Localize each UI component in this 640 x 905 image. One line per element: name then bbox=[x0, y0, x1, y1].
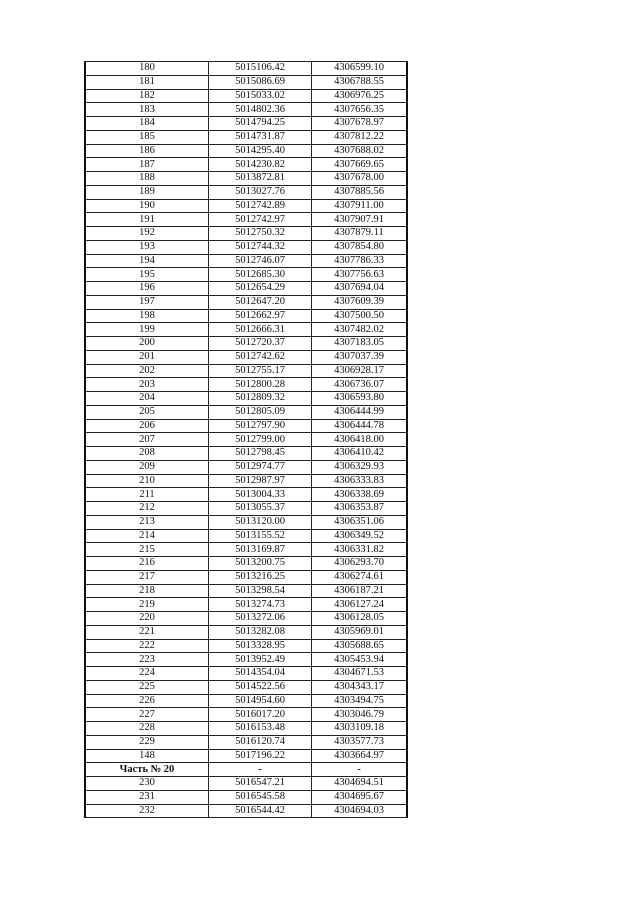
table-row bbox=[85, 598, 407, 612]
point-number-cell: 204 bbox=[85, 392, 209, 406]
point-number-cell: 212 bbox=[85, 502, 209, 516]
table-row bbox=[85, 735, 407, 749]
x-coordinate-cell: 5013155.52 bbox=[209, 529, 312, 543]
table-row bbox=[85, 103, 407, 117]
x-coordinate-cell: 5012805.09 bbox=[209, 405, 312, 419]
table-row bbox=[85, 639, 407, 653]
x-coordinate-cell: 5013120.00 bbox=[209, 515, 312, 529]
x-coordinate-cell: 5012742.62 bbox=[209, 350, 312, 364]
table-row bbox=[85, 447, 407, 461]
point-number-cell: 203 bbox=[85, 378, 209, 392]
x-coordinate-cell: 5013272.06 bbox=[209, 612, 312, 626]
y-coordinate-cell: 4306788.55 bbox=[312, 75, 408, 89]
point-number-cell: 230 bbox=[85, 777, 209, 791]
table-row bbox=[85, 584, 407, 598]
x-coordinate-cell: 5013004.33 bbox=[209, 488, 312, 502]
x-coordinate-cell: 5013055.37 bbox=[209, 502, 312, 516]
x-coordinate-cell: 5013952.49 bbox=[209, 653, 312, 667]
point-number-cell: 226 bbox=[85, 694, 209, 708]
y-coordinate-cell: 4307609.39 bbox=[312, 295, 408, 309]
y-coordinate-cell: 4304694.51 bbox=[312, 777, 408, 791]
x-coordinate-cell: 5012798.45 bbox=[209, 447, 312, 461]
y-coordinate-cell: 4307854.80 bbox=[312, 240, 408, 254]
x-coordinate-cell: 5012974.77 bbox=[209, 460, 312, 474]
y-coordinate-cell: 4307911.00 bbox=[312, 199, 408, 213]
point-number-cell: 231 bbox=[85, 790, 209, 804]
point-number-cell: 197 bbox=[85, 295, 209, 309]
x-coordinate-cell: 5012755.17 bbox=[209, 364, 312, 378]
y-coordinate-cell: 4307500.50 bbox=[312, 309, 408, 323]
x-coordinate-cell: 5012746.07 bbox=[209, 254, 312, 268]
point-number-cell: 184 bbox=[85, 117, 209, 131]
y-coordinate-cell: 4306976.25 bbox=[312, 89, 408, 103]
point-number-cell: 186 bbox=[85, 144, 209, 158]
point-number-cell: 192 bbox=[85, 227, 209, 241]
y-coordinate-cell: 4307037.39 bbox=[312, 350, 408, 364]
x-coordinate-cell: 5012662.97 bbox=[209, 309, 312, 323]
y-coordinate-cell: 4305453.94 bbox=[312, 653, 408, 667]
point-number-cell: 191 bbox=[85, 213, 209, 227]
table-row bbox=[85, 612, 407, 626]
y-coordinate-cell: 4306329.93 bbox=[312, 460, 408, 474]
y-coordinate-cell: 4306293.70 bbox=[312, 557, 408, 571]
table-row bbox=[85, 213, 407, 227]
y-coordinate-cell: 4306333.83 bbox=[312, 474, 408, 488]
point-number-cell: 206 bbox=[85, 419, 209, 433]
x-coordinate-cell: 5017196.22 bbox=[209, 749, 312, 763]
point-number-cell: 214 bbox=[85, 529, 209, 543]
table-row bbox=[85, 185, 407, 199]
table-row bbox=[85, 557, 407, 571]
point-number-cell: 221 bbox=[85, 625, 209, 639]
y-coordinate-cell: 4307885.56 bbox=[312, 185, 408, 199]
point-number-cell: 218 bbox=[85, 584, 209, 598]
point-number-cell: 195 bbox=[85, 268, 209, 282]
point-number-cell: 209 bbox=[85, 460, 209, 474]
x-coordinate-cell: 5014802.36 bbox=[209, 103, 312, 117]
table-row bbox=[85, 515, 407, 529]
table-row bbox=[85, 323, 407, 337]
x-coordinate-cell: 5012797.90 bbox=[209, 419, 312, 433]
point-number-cell: 182 bbox=[85, 89, 209, 103]
x-coordinate-cell: 5012742.97 bbox=[209, 213, 312, 227]
point-number-cell: 148 bbox=[85, 749, 209, 763]
point-number-cell: 229 bbox=[85, 735, 209, 749]
x-coordinate-cell: 5013872.81 bbox=[209, 172, 312, 186]
x-coordinate-cell: 5016547.21 bbox=[209, 777, 312, 791]
point-number-cell: 213 bbox=[85, 515, 209, 529]
x-coordinate-cell: 5013200.75 bbox=[209, 557, 312, 571]
y-coordinate-cell: 4306599.10 bbox=[312, 62, 408, 76]
point-number-cell: 183 bbox=[85, 103, 209, 117]
y-coordinate-cell: 4307656.35 bbox=[312, 103, 408, 117]
x-coordinate-cell: 5012809.32 bbox=[209, 392, 312, 406]
point-number-cell: 223 bbox=[85, 653, 209, 667]
x-coordinate-cell: 5014295.40 bbox=[209, 144, 312, 158]
point-number-cell: 193 bbox=[85, 240, 209, 254]
y-coordinate-cell: 4307678.00 bbox=[312, 172, 408, 186]
x-coordinate-cell: 5013328.95 bbox=[209, 639, 312, 653]
table-row bbox=[85, 75, 407, 89]
table-row bbox=[85, 680, 407, 694]
point-number-cell: 227 bbox=[85, 708, 209, 722]
table-row bbox=[85, 722, 407, 736]
point-number-cell: 202 bbox=[85, 364, 209, 378]
y-coordinate-cell: 4307678.97 bbox=[312, 117, 408, 131]
y-coordinate-cell: 4306353.87 bbox=[312, 502, 408, 516]
y-coordinate-cell: 4307812.22 bbox=[312, 130, 408, 144]
y-coordinate-cell: 4304695.67 bbox=[312, 790, 408, 804]
y-coordinate-cell: 4303577.73 bbox=[312, 735, 408, 749]
table-row bbox=[85, 378, 407, 392]
table-row bbox=[85, 89, 407, 103]
table-row bbox=[85, 172, 407, 186]
point-number-cell: 222 bbox=[85, 639, 209, 653]
y-coordinate-cell: 4306187.21 bbox=[312, 584, 408, 598]
table-row bbox=[85, 350, 407, 364]
y-coordinate-cell: 4303664.97 bbox=[312, 749, 408, 763]
point-number-cell: 198 bbox=[85, 309, 209, 323]
y-coordinate-cell: 4306127.24 bbox=[312, 598, 408, 612]
y-coordinate-cell: 4306349.52 bbox=[312, 529, 408, 543]
table-row bbox=[85, 488, 407, 502]
x-coordinate-cell: 5012666.31 bbox=[209, 323, 312, 337]
point-number-cell: 189 bbox=[85, 185, 209, 199]
y-coordinate-cell: 4306331.82 bbox=[312, 543, 408, 557]
y-coordinate-cell: 4306418.00 bbox=[312, 433, 408, 447]
point-number-cell: 181 bbox=[85, 75, 209, 89]
y-coordinate-cell: 4305688.65 bbox=[312, 639, 408, 653]
point-number-cell: Часть № 20 bbox=[85, 763, 209, 777]
point-number-cell: 194 bbox=[85, 254, 209, 268]
y-coordinate-cell: 4306274.61 bbox=[312, 570, 408, 584]
table-row bbox=[85, 199, 407, 213]
point-number-cell: 180 bbox=[85, 62, 209, 76]
y-coordinate-cell: 4307756.63 bbox=[312, 268, 408, 282]
point-number-cell: 219 bbox=[85, 598, 209, 612]
y-coordinate-cell: 4306928.17 bbox=[312, 364, 408, 378]
table-row bbox=[85, 282, 407, 296]
table-row bbox=[85, 749, 407, 763]
y-coordinate-cell: 4306593.80 bbox=[312, 392, 408, 406]
table-row bbox=[85, 460, 407, 474]
point-number-cell: 224 bbox=[85, 667, 209, 681]
point-number-cell: 216 bbox=[85, 557, 209, 571]
y-coordinate-cell: 4303046.79 bbox=[312, 708, 408, 722]
table-row bbox=[85, 337, 407, 351]
point-number-cell: 187 bbox=[85, 158, 209, 172]
table-row bbox=[85, 117, 407, 131]
table-row bbox=[85, 694, 407, 708]
table-row bbox=[85, 708, 407, 722]
x-coordinate-cell: 5015033.02 bbox=[209, 89, 312, 103]
y-coordinate-cell: 4306338.69 bbox=[312, 488, 408, 502]
x-coordinate-cell: 5012647.20 bbox=[209, 295, 312, 309]
y-coordinate-cell: 4307879.11 bbox=[312, 227, 408, 241]
x-coordinate-cell: 5014522.56 bbox=[209, 680, 312, 694]
x-coordinate-cell: 5012800.28 bbox=[209, 378, 312, 392]
y-coordinate-cell: - bbox=[312, 763, 408, 777]
y-coordinate-cell: 4306444.78 bbox=[312, 419, 408, 433]
y-coordinate-cell: 4305969.01 bbox=[312, 625, 408, 639]
x-coordinate-cell: 5016544.42 bbox=[209, 804, 312, 818]
y-coordinate-cell: 4303494.75 bbox=[312, 694, 408, 708]
point-number-cell: 200 bbox=[85, 337, 209, 351]
x-coordinate-cell: 5013169.87 bbox=[209, 543, 312, 557]
x-coordinate-cell: 5014230.82 bbox=[209, 158, 312, 172]
y-coordinate-cell: 4303109.18 bbox=[312, 722, 408, 736]
x-coordinate-cell: 5012654.29 bbox=[209, 282, 312, 296]
point-number-cell: 190 bbox=[85, 199, 209, 213]
point-number-cell: 185 bbox=[85, 130, 209, 144]
table-row bbox=[85, 625, 407, 639]
table-row bbox=[85, 392, 407, 406]
point-number-cell: 228 bbox=[85, 722, 209, 736]
point-number-cell: 220 bbox=[85, 612, 209, 626]
table-row bbox=[85, 419, 407, 433]
point-number-cell: 215 bbox=[85, 543, 209, 557]
y-coordinate-cell: 4306128.05 bbox=[312, 612, 408, 626]
x-coordinate-cell: 5013298.54 bbox=[209, 584, 312, 598]
x-coordinate-cell: - bbox=[209, 763, 312, 777]
table-row bbox=[85, 543, 407, 557]
table-row bbox=[85, 777, 407, 791]
x-coordinate-cell: 5012742.89 bbox=[209, 199, 312, 213]
y-coordinate-cell: 4307694.04 bbox=[312, 282, 408, 296]
x-coordinate-cell: 5014354.04 bbox=[209, 667, 312, 681]
point-number-cell: 211 bbox=[85, 488, 209, 502]
table-row bbox=[85, 804, 407, 818]
point-number-cell: 207 bbox=[85, 433, 209, 447]
y-coordinate-cell: 4307669.65 bbox=[312, 158, 408, 172]
x-coordinate-cell: 5016153.48 bbox=[209, 722, 312, 736]
x-coordinate-cell: 5013216.25 bbox=[209, 570, 312, 584]
y-coordinate-cell: 4306351.06 bbox=[312, 515, 408, 529]
x-coordinate-cell: 5012720.37 bbox=[209, 337, 312, 351]
table-row bbox=[85, 502, 407, 516]
y-coordinate-cell: 4307907.91 bbox=[312, 213, 408, 227]
point-number-cell: 201 bbox=[85, 350, 209, 364]
x-coordinate-cell: 5013274.73 bbox=[209, 598, 312, 612]
x-coordinate-cell: 5012685.30 bbox=[209, 268, 312, 282]
x-coordinate-cell: 5016017.20 bbox=[209, 708, 312, 722]
y-coordinate-cell: 4307786.33 bbox=[312, 254, 408, 268]
part-header-row bbox=[85, 763, 407, 777]
table-row bbox=[85, 667, 407, 681]
table-row bbox=[85, 570, 407, 584]
y-coordinate-cell: 4306410.42 bbox=[312, 447, 408, 461]
x-coordinate-cell: 5013027.76 bbox=[209, 185, 312, 199]
x-coordinate-cell: 5016120.74 bbox=[209, 735, 312, 749]
point-number-cell: 232 bbox=[85, 804, 209, 818]
y-coordinate-cell: 4304694.03 bbox=[312, 804, 408, 818]
table-row bbox=[85, 295, 407, 309]
table-row bbox=[85, 364, 407, 378]
y-coordinate-cell: 4307183.05 bbox=[312, 337, 408, 351]
point-number-cell: 225 bbox=[85, 680, 209, 694]
point-number-cell: 188 bbox=[85, 172, 209, 186]
coordinates-table-body bbox=[85, 62, 407, 818]
table-row bbox=[85, 405, 407, 419]
x-coordinate-cell: 5014794.25 bbox=[209, 117, 312, 131]
table-row bbox=[85, 529, 407, 543]
x-coordinate-cell: 5012987.97 bbox=[209, 474, 312, 488]
table-row bbox=[85, 240, 407, 254]
point-number-cell: 217 bbox=[85, 570, 209, 584]
x-coordinate-cell: 5012744.32 bbox=[209, 240, 312, 254]
x-coordinate-cell: 5014954.60 bbox=[209, 694, 312, 708]
y-coordinate-cell: 4306444.99 bbox=[312, 405, 408, 419]
x-coordinate-cell: 5015086.69 bbox=[209, 75, 312, 89]
table-row bbox=[85, 433, 407, 447]
point-number-cell: 196 bbox=[85, 282, 209, 296]
y-coordinate-cell: 4304343.17 bbox=[312, 680, 408, 694]
y-coordinate-cell: 4307688.02 bbox=[312, 144, 408, 158]
table-row bbox=[85, 158, 407, 172]
x-coordinate-cell: 5016545.58 bbox=[209, 790, 312, 804]
table-row bbox=[85, 227, 407, 241]
table-row bbox=[85, 254, 407, 268]
table-row bbox=[85, 653, 407, 667]
table-row bbox=[85, 309, 407, 323]
coordinates-table bbox=[84, 61, 408, 818]
x-coordinate-cell: 5014731.87 bbox=[209, 130, 312, 144]
y-coordinate-cell: 4307482.02 bbox=[312, 323, 408, 337]
point-number-cell: 210 bbox=[85, 474, 209, 488]
y-coordinate-cell: 4306736.07 bbox=[312, 378, 408, 392]
table-row bbox=[85, 144, 407, 158]
point-number-cell: 199 bbox=[85, 323, 209, 337]
table-row bbox=[85, 130, 407, 144]
y-coordinate-cell: 4304671.53 bbox=[312, 667, 408, 681]
table-row bbox=[85, 62, 407, 76]
x-coordinate-cell: 5012750.32 bbox=[209, 227, 312, 241]
point-number-cell: 205 bbox=[85, 405, 209, 419]
x-coordinate-cell: 5015106.42 bbox=[209, 62, 312, 76]
x-coordinate-cell: 5012799.00 bbox=[209, 433, 312, 447]
table-row bbox=[85, 790, 407, 804]
table-row bbox=[85, 268, 407, 282]
point-number-cell: 208 bbox=[85, 447, 209, 461]
table-row bbox=[85, 474, 407, 488]
x-coordinate-cell: 5013282.08 bbox=[209, 625, 312, 639]
